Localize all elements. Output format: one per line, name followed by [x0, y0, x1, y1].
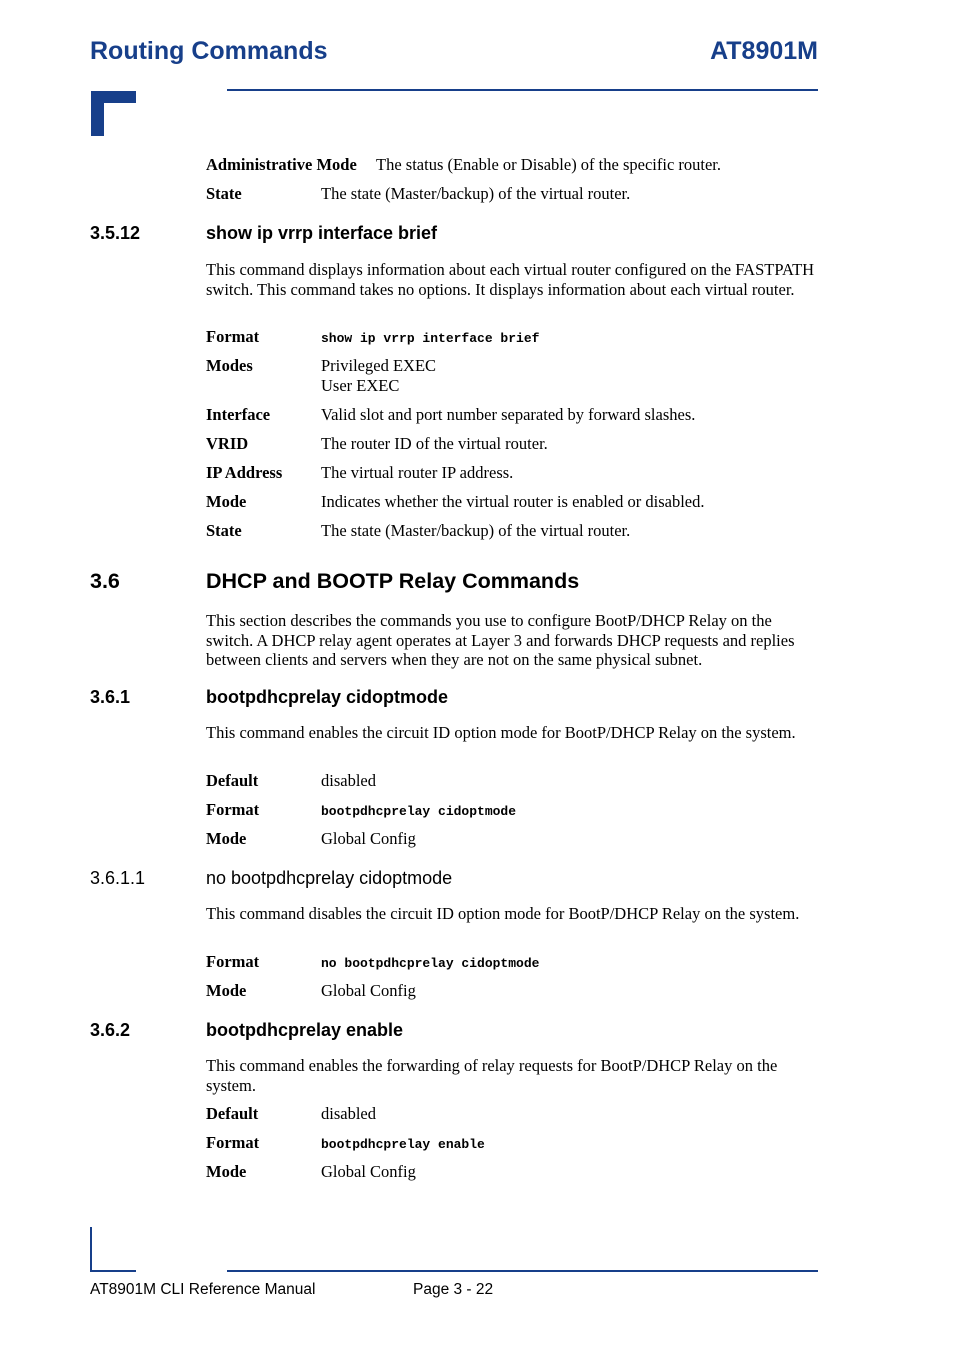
field-term-ip-address: IP Address	[206, 463, 283, 482]
section-number-3-6-1: 3.6.1	[90, 687, 131, 707]
modes-label: Modes	[206, 356, 253, 375]
corner-bracket-icon	[91, 91, 136, 136]
footer-manual-title: AT8901M CLI Reference Manual	[90, 1281, 316, 1298]
def-term-admin-mode: Administrative Mode	[206, 155, 357, 174]
field-desc-vrid: The router ID of the virtual router.	[321, 434, 548, 453]
field-desc-ip-address: The virtual router IP address.	[321, 463, 514, 482]
field-term-mode: Mode	[206, 492, 247, 511]
field-term-vrid: VRID	[206, 434, 249, 453]
mode-label: Mode	[206, 829, 247, 848]
section-number-3-6-1-1: 3.6.1.1	[90, 868, 146, 888]
footer-page-number: Page 3 - 22	[413, 1281, 494, 1298]
mode-value: Privileged EXEC	[321, 356, 437, 375]
section-desc-3-6: This section describes the commands you use to configure BootP/DHCP Relay on the switch. A DHCP relay agent operates at Layer 3 and forwards DHCP requests and replies between clients and servers when they are not on the same physical subnet.	[206, 611, 795, 669]
section-desc-3-6-1: This command enables the circuit ID option mode for BootP/DHCP Relay on the system.	[206, 723, 796, 742]
section-desc-3-6-2: This command enables the forwarding of relay requests for BootP/DHCP Relay on the system.	[206, 1056, 778, 1095]
mode-label: Mode	[206, 981, 247, 1000]
format-command: bootpdhcprelay cidoptmode	[321, 804, 517, 819]
mode-value: Global Config	[321, 829, 416, 848]
def-desc-admin-mode: The status (Enable or Disable) of the specific router.	[376, 155, 722, 174]
field-desc-mode: Indicates whether the virtual router is enabled or disabled.	[321, 492, 705, 511]
format-label: Format	[206, 1133, 260, 1152]
format-command: bootpdhcprelay enable	[321, 1137, 485, 1152]
header-section-title: Routing Commands	[90, 37, 328, 65]
format-label: Format	[206, 327, 260, 346]
section-title-3-6: DHCP and BOOTP Relay Commands	[206, 569, 580, 593]
section-title-3-5-12: show ip vrrp interface brief	[206, 223, 438, 243]
section-title-3-6-1: bootpdhcprelay cidoptmode	[206, 687, 449, 707]
section-desc-3-6-1-1: This command disables the circuit ID option mode for BootP/DHCP Relay on the system.	[206, 904, 800, 923]
field-term-state: State	[206, 521, 242, 540]
def-term-state: State	[206, 184, 242, 203]
section-number-3-5-12: 3.5.12	[90, 223, 141, 243]
section-desc-3-5-12: This command displays information about each virtual router configured on the FASTPATH switch. This command takes no options. It displays information about each virtual router.	[206, 260, 815, 299]
format-command: no bootpdhcprelay cidoptmode	[321, 956, 540, 971]
default-value: disabled	[321, 1104, 376, 1123]
format-command: show ip vrrp interface brief	[321, 331, 540, 346]
footer-bracket-icon	[90, 1227, 136, 1272]
mode-value: Global Config	[321, 1162, 416, 1181]
section-title-3-6-1-1: no bootpdhcprelay cidoptmode	[206, 868, 453, 888]
def-desc-state: The state (Master/backup) of the virtual router.	[321, 184, 631, 203]
mode-label: Mode	[206, 1162, 247, 1181]
section-number-3-6: 3.6	[90, 569, 120, 593]
format-label: Format	[206, 800, 260, 819]
format-label: Format	[206, 952, 260, 971]
field-desc-state: The state (Master/backup) of the virtual router.	[321, 521, 631, 540]
default-label: Default	[206, 1104, 259, 1123]
section-number-3-6-2: 3.6.2	[90, 1020, 131, 1040]
field-term-interface: Interface	[206, 405, 271, 424]
header-rule	[227, 89, 818, 91]
field-desc-interface: Valid slot and port number separated by forward slashes.	[321, 405, 696, 424]
header-product-name: AT8901M	[710, 37, 818, 65]
section-title-3-6-2: bootpdhcprelay enable	[206, 1020, 404, 1040]
default-value: disabled	[321, 771, 376, 790]
footer-rule	[227, 1270, 818, 1272]
default-label: Default	[206, 771, 259, 790]
mode-value: Global Config	[321, 981, 416, 1000]
mode-value: User EXEC	[321, 376, 400, 395]
